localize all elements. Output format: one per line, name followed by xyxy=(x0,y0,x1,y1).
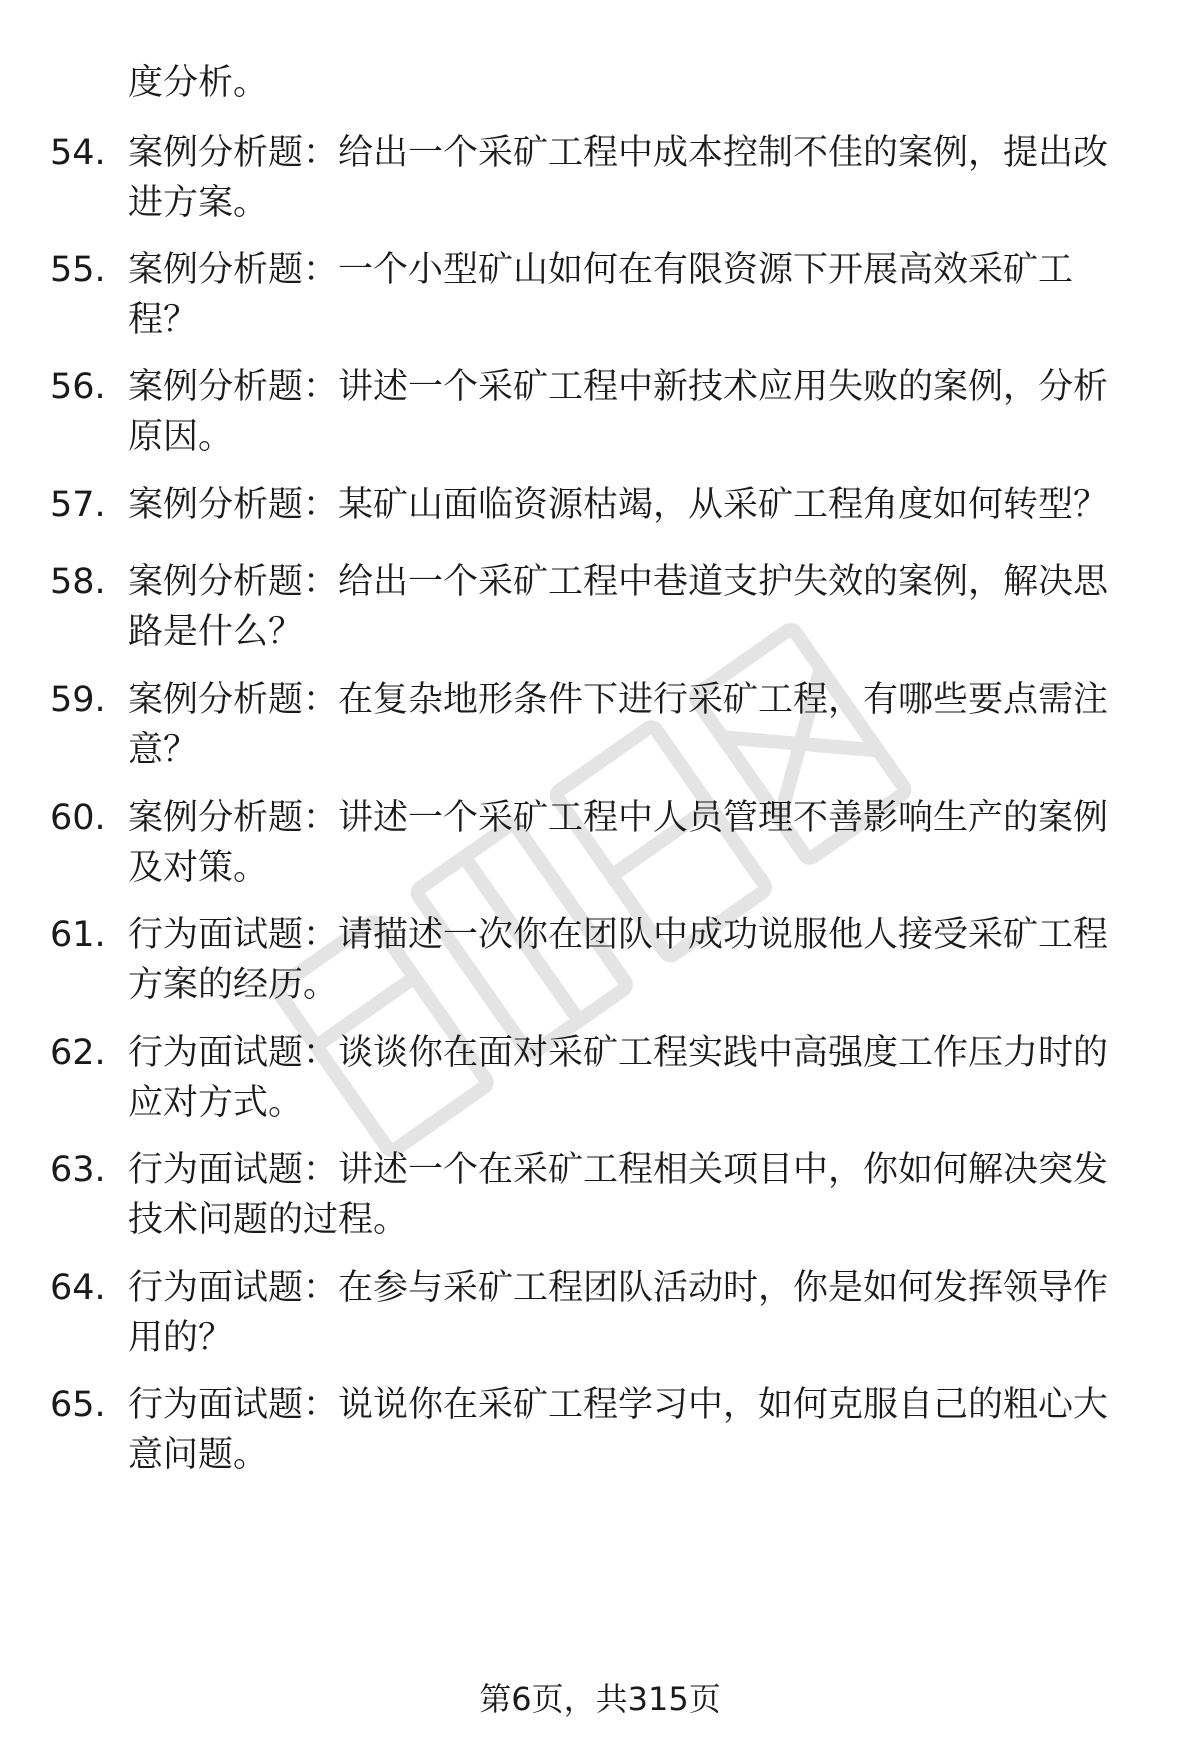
list-item xyxy=(50,1380,1150,1480)
item-number: 59. xyxy=(50,680,106,720)
item-text: 行为面试题：谈谈你在面对采矿工程实践中高强度工作压力时的应对方式。 xyxy=(128,1033,1109,1123)
list-item xyxy=(50,675,1150,775)
item-text: 案例分析题：讲述一个采矿工程中人员管理不善影响生产的案例及对策。 xyxy=(128,798,1109,888)
list-item xyxy=(50,1028,1150,1128)
page-footer: 第6页，共315页 xyxy=(479,1680,721,1718)
item-number: 54. xyxy=(50,133,106,173)
list-item xyxy=(50,480,1150,530)
list-item xyxy=(50,557,1150,657)
list-item xyxy=(50,1145,1150,1245)
list-item xyxy=(50,362,1150,462)
list-item xyxy=(50,793,1150,893)
item-number: 55. xyxy=(50,250,106,290)
item-number: 61. xyxy=(50,915,106,955)
item-text: 案例分析题：给出一个采矿工程中巷道支护失效的案例，解决思路是什么？ xyxy=(128,562,1109,652)
continued-text: 度分析。 xyxy=(128,63,269,103)
item-number: 64. xyxy=(50,1268,106,1308)
item-number: 63. xyxy=(50,1150,106,1190)
item-text: 行为面试题：在参与采矿工程团队活动时，你是如何发挥领导作用的？ xyxy=(128,1268,1109,1358)
item-text: 案例分析题：一个小型矿山如何在有限资源下开展高效采矿工程？ xyxy=(128,250,1074,340)
item-text: 案例分析题：讲述一个采矿工程中新技术应用失败的案例，分析原因。 xyxy=(128,367,1109,457)
item-text: 案例分析题：给出一个采矿工程中成本控制不佳的案例，提出改进方案。 xyxy=(128,133,1109,223)
item-text: 行为面试题：讲述一个在采矿工程相关项目中，你如何解决突发技术问题的过程。 xyxy=(128,1150,1109,1240)
list-item xyxy=(50,245,1150,345)
item-number: 56. xyxy=(50,367,106,407)
list-item xyxy=(50,128,1150,228)
item-text: 案例分析题：在复杂地形条件下进行采矿工程，有哪些要点需注意？ xyxy=(128,680,1109,770)
item-number: 60. xyxy=(50,798,106,838)
item-number: 62. xyxy=(50,1033,106,1073)
item-text: 行为面试题：说说你在采矿工程学习中，如何克服自己的粗心大意问题。 xyxy=(128,1385,1109,1475)
item-number: 57. xyxy=(50,485,106,525)
item-number: 65. xyxy=(50,1385,106,1425)
item-number: 58. xyxy=(50,562,106,602)
item-text: 案例分析题：某矿山面临资源枯竭，从采矿工程角度如何转型？ xyxy=(128,485,1109,525)
item-text: 行为面试题：请描述一次你在团队中成功说服他人接受采矿工程方案的经历。 xyxy=(128,915,1109,1005)
list-item xyxy=(50,910,1150,1010)
list-item xyxy=(50,1263,1150,1363)
